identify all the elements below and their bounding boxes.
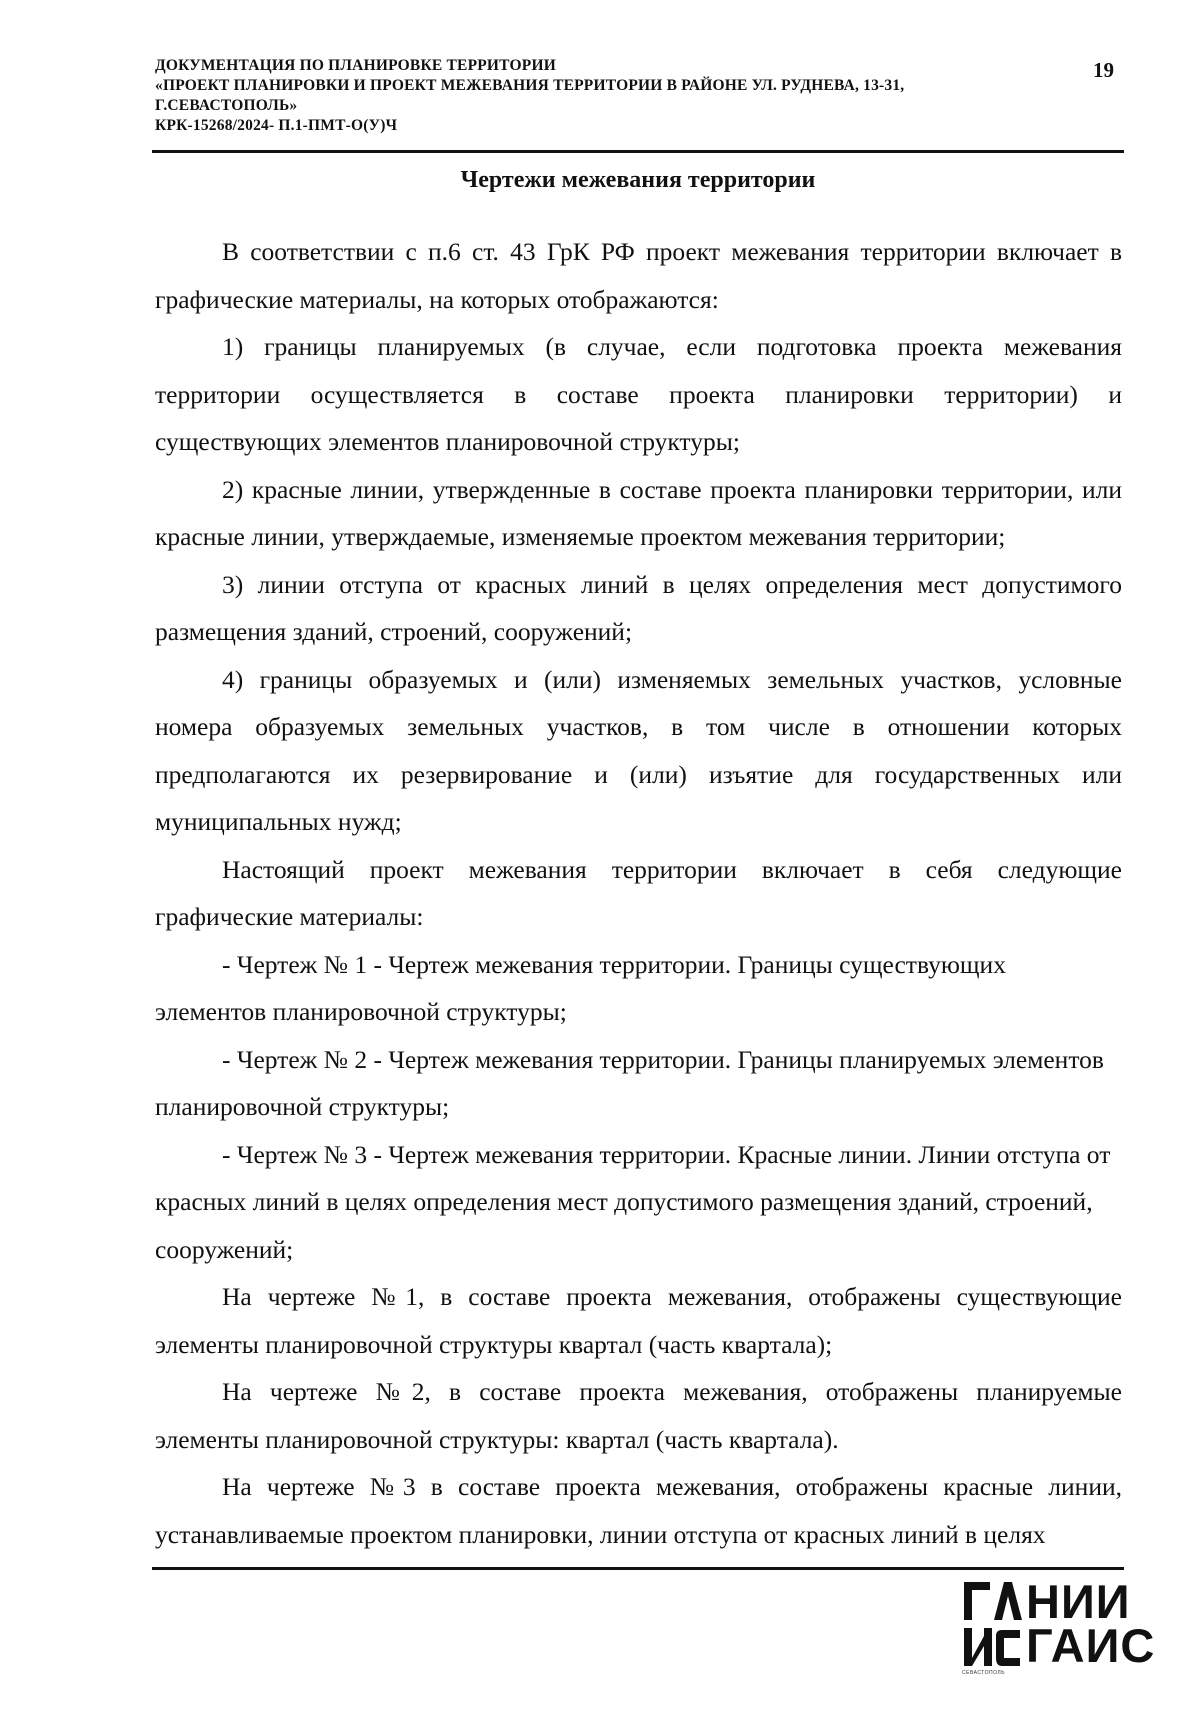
- header-line-4: КРК-15268/2024- П.1-ПМТ-О(У)Ч: [155, 117, 398, 134]
- company-logo: [962, 1575, 1156, 1678]
- paragraph-materials: Настоящий проект межевания территории включает в себя следующие графические материалы:: [155, 854, 1122, 931]
- logo-mark-icon: [962, 1578, 1022, 1670]
- paragraph-item-1: 1) границы планируемых (в случае, если подготовка проекта межевания территории осуществляется в составе проекта планировки территории) и существующих элементов планировочной структуры;: [155, 332, 1122, 456]
- paragraph-item-3: 3) линии отступа от красных линий в целях определения мест допустимого размещения зданий, строений, сооружений;: [155, 569, 1122, 646]
- paragraph-drawing-2-note: На чертеже №2, в составе проекта межевания, отображены планируемые элементы планировочной структуры: квартал (часть квартала).: [155, 1377, 1122, 1454]
- document-body: [155, 228, 1122, 1558]
- paragraph-drawing-2: - Чертеж № 2 - Чертеж межевания территории. Границы планируемых элементов планировочной структуры;: [155, 1044, 1104, 1121]
- paragraph-drawing-3-note: На чертеже №3 в составе проекта межевания, отображены красные линии, устанавливаемые проектом планировки, линии отступа от красных линий в целях: [155, 1472, 1122, 1549]
- header-line-3: Г.СЕВАСТОПОЛЬ»: [155, 97, 298, 114]
- document-header: [155, 56, 1055, 136]
- header-line-1: ДОКУМЕНТАЦИЯ ПО ПЛАНИРОВКЕ ТЕРРИТОРИИ: [155, 57, 556, 74]
- paragraph-drawing-1: - Чертеж № 1 - Чертеж межевания территории. Границы существующих элементов планировочной структуры;: [155, 949, 1006, 1026]
- paragraph-drawing-3: - Чертеж № 3 - Чертеж межевания территории. Красные линии. Линии отступа от красных линий в целях определения мест допустимого размещения зданий, строений, сооружений;: [155, 1139, 1111, 1264]
- section-title: Чертежи межевания территории: [460, 167, 816, 193]
- page-number: 19: [1093, 58, 1114, 82]
- paragraph-item-4: 4) границы образуемых и (или) изменяемых земельных участков, условные номера образуемых земельных участков, в том числе в отношении которых предполагаются их резервирование и (или) изъятие для государственных или муниципальных нужд;: [155, 664, 1122, 836]
- paragraph-item-2: 2) красные линии, утвержденные в составе проекта планировки территории, или красные линии, утверждаемые, изменяемые проектом межевания территории;: [155, 474, 1122, 551]
- logo-small-text: СЕВАСТОПОЛЬ: [962, 1670, 1005, 1676]
- logo-word-bottom: ГАИС: [1026, 1619, 1156, 1672]
- logo-word-top: НИИ: [1026, 1575, 1131, 1628]
- paragraph-drawing-1-note: На чертеже №1, в составе проекта межевания, отображены существующие элементы планировочной структуры квартал (часть квартала);: [155, 1282, 1122, 1359]
- footer-divider: [152, 1567, 1124, 1570]
- header-line-2: «ПРОЕКТ ПЛАНИРОВКИ И ПРОЕКТ МЕЖЕВАНИЯ ТЕРРИТОРИИ В РАЙОНЕ УЛ. РУДНЕВА, 13-31,: [155, 77, 905, 94]
- header-divider: [152, 150, 1124, 153]
- paragraph-intro: В соответствии с п.6 ст. 43 ГрК РФ проект межевания территории включает в графические материалы, на которых отображаются:: [155, 237, 1122, 314]
